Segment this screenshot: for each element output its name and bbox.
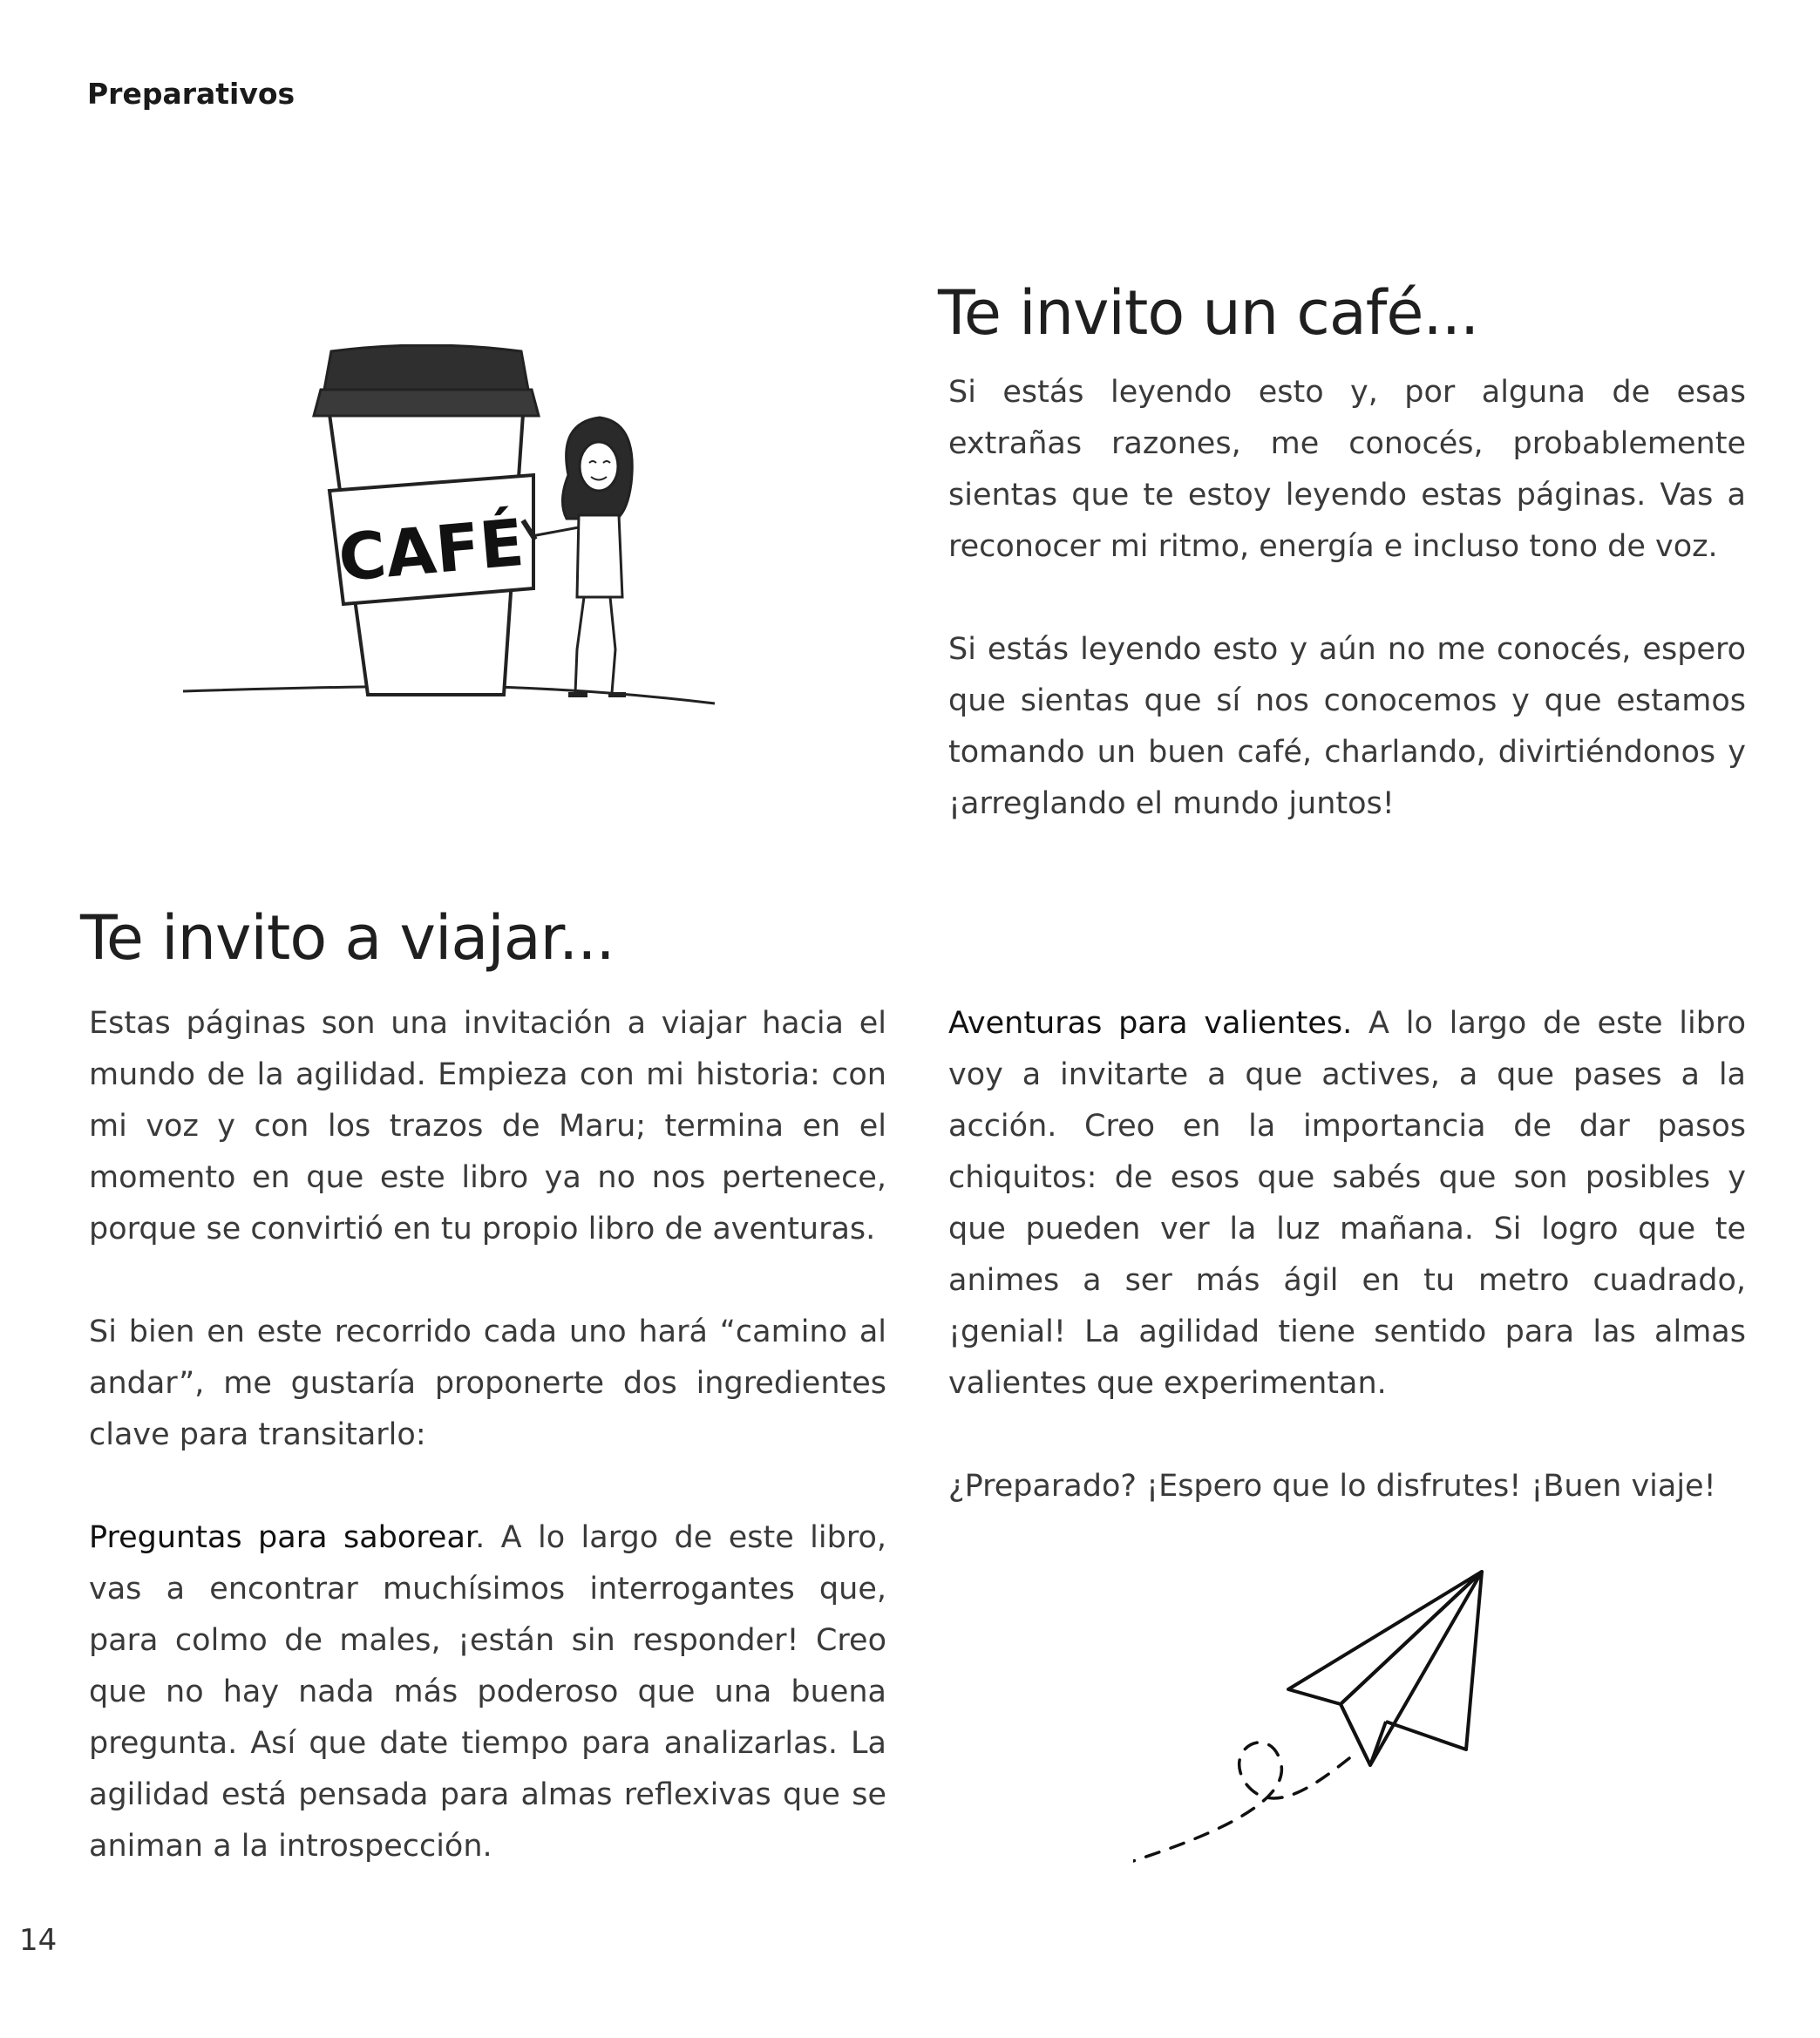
title-viajar: Te invito a viajar...	[80, 902, 615, 974]
cafe-text-column	[948, 367, 1746, 830]
closing-paragraph: ¿Preparado? ¡Espero que lo disfrutes! ¡Buen viaje!	[948, 1469, 1716, 1504]
running-head: Preparativos	[87, 77, 295, 111]
right-text-column	[948, 998, 1746, 1512]
viajar-paragraph-1: Estas páginas son una invitación a viajar hacia el mundo de la agilidad. Empieza con mi historia: con mi voz y con los trazos de Maru; termina en el momento en que este libro ya no nos pertenece, porque se convirtió en tu propio libro de aventuras.	[89, 1006, 886, 1247]
page-number: 14	[19, 1923, 58, 1958]
preguntas-paragraph	[89, 1512, 886, 1872]
girl-figure	[523, 418, 632, 695]
aventuras-text: A lo largo de este libro voy a invitarte a que actives, a que pases a la acción. Creo en la importancia de dar pasos chiquitos: de esos que sabés que son posibles y que pueden ver la luz mañana. Si logro que te animes a ser más ágil en tu metro cuadrado, ¡genial! La agilidad tiene sentido para las almas valientes que experimentan.	[948, 1006, 1746, 1401]
preguntas-lead: Preguntas para saborear	[89, 1520, 476, 1555]
viajar-paragraph-2: Si bien en este recorrido cada uno hará “camino al andar”, me gustaría proponerte dos ingredientes clave para transitarlo:	[89, 1315, 886, 1452]
coffee-cup-illustration	[174, 344, 732, 728]
aventuras-lead: Aventuras para valientes.	[948, 1006, 1353, 1041]
preguntas-text: . A lo largo de este libro, vas a encontrar muchísimos interrogantes que, para colmo de males, ¡están sin responder! Creo que no hay nada más poderoso que una buena pregunta. Así que date tiempo para analizarlas. La agilidad está pensada para almas reflexivas que se animan a la introspección.	[89, 1520, 886, 1864]
cafe-paragraph-2: Si estás leyendo esto y aún no me conocés, espero que sientas que sí nos conocemos y que estamos tomando un buen café, charlando, divirtiéndonos y ¡arreglando el mundo juntos!	[948, 632, 1746, 821]
aventuras-paragraph	[948, 998, 1746, 1410]
cafe-paragraph-1: Si estás leyendo esto y, por alguna de esas extrañas razones, me conocés, probablemente sientas que te estoy leyendo estas páginas. Vas a reconocer mi ritmo, energía e incluso tono de voz.	[948, 375, 1746, 564]
paper-plane-illustration	[1133, 1556, 1499, 1887]
title-cafe: Te invito un café...	[938, 277, 1479, 349]
cup-label: CAFÉ	[336, 505, 527, 597]
left-text-column	[89, 998, 886, 1872]
